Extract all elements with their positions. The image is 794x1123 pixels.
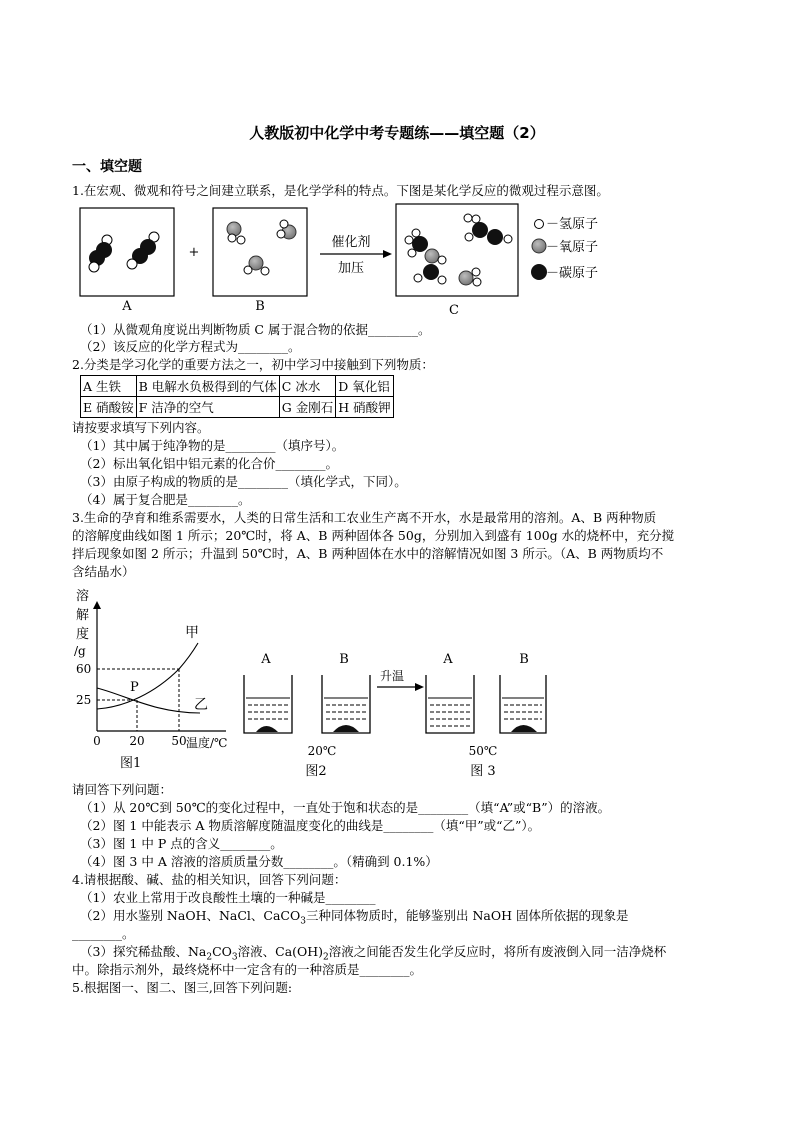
fig1-caption: 图1	[120, 756, 142, 771]
q1-stem: 1.在宏观、微观和符号之间建立联系，是化学学科的特点。下图是某化学反应的微观过程示意图。	[72, 183, 609, 198]
point-p-label: P	[130, 680, 139, 695]
heat-label: 升温	[379, 669, 405, 683]
q2-sub2: （2）标出氧化铝中铝元素的化合价________。	[80, 456, 338, 471]
legend	[531, 217, 598, 281]
q3-sub1: （1）从 20℃到 50℃的变化过程中，一直处于饱和状态的是________（填“A”或“B”）的溶液。	[80, 800, 611, 815]
x-axis-label: 温度/℃	[186, 736, 228, 750]
table-cell: B 电解水负极得到的气体	[136, 376, 279, 397]
solubility-chart	[74, 588, 227, 771]
page-title: 人教版初中化学中考专题练——填空题（2）	[249, 124, 545, 142]
fig2-temp: 20℃	[307, 744, 337, 758]
fig2-beakers	[244, 652, 370, 779]
co-molecule-a1	[89, 235, 112, 272]
carbon-atom-icon	[531, 264, 547, 280]
q4-sub2-answer: ________。	[72, 926, 135, 941]
q4-stem: 4.请根据酸、碱、盐的相关知识，回答下列问题：	[72, 872, 347, 887]
undissolved-solid-b-50	[511, 725, 537, 732]
q3-sub3: （3）图 1 中 P 点的含义________。	[80, 836, 283, 851]
methanol-molecule-c3	[414, 264, 446, 284]
undissolved-solid-b	[333, 725, 359, 732]
beaker-20-a	[244, 675, 292, 733]
x-tick-50: 50	[171, 734, 187, 748]
q2-sub3: （3）由原子构成的物质的是________（填化学式，下同）。	[80, 474, 407, 489]
q4-sub2: （2）用水鉴别 NaOH、NaCl、CaCO$_3$三种同体物质时，能够鉴别出 NaOH 固体所依据的现象是	[80, 908, 629, 927]
co-molecule-a2	[127, 232, 159, 269]
methanol-molecule-c2	[464, 214, 512, 245]
beaker-20-b	[322, 675, 370, 733]
water-molecule-b3	[244, 256, 269, 275]
q3-sub4: （4）图 3 中 A 溶液的溶质质量分数________。（精确到 0.1%）	[80, 854, 438, 869]
table-cell: E 硝酸铵	[81, 397, 137, 418]
q1-sub1: （1）从微观角度说出判断物质 C 属于混合物的依据________。	[80, 322, 431, 337]
box-a-label: A	[122, 299, 132, 314]
substance-table	[80, 375, 394, 418]
water-molecule-b1	[227, 222, 245, 244]
fig3-label-a: A	[443, 652, 453, 667]
q3-figures	[70, 585, 550, 785]
oxygen-atom-icon	[532, 239, 546, 253]
q5-stem: 5.根据图一、图二、图三,回答下列问题:	[72, 980, 293, 995]
q3-stem-line2: 的溶解度曲线如图 1 所示；20℃时，将 A、B 两种固体各 50g，分别加入到盛有 100g 水的烧杯中，充分搅	[72, 528, 675, 543]
q2-intro: 请按要求填写下列内容。	[72, 420, 210, 435]
y-axis-label-4: /g	[74, 644, 86, 658]
curve-jia	[97, 643, 198, 709]
water-molecule-b2	[277, 220, 296, 239]
beaker-50-a	[426, 675, 474, 733]
fig2-caption: 图2	[305, 764, 327, 779]
box-b	[213, 208, 307, 296]
plus-sign: +	[188, 245, 200, 260]
y-tick-60: 60	[76, 662, 92, 676]
hydrogen-atom-icon	[535, 220, 544, 229]
q3-stem-line1: 3.生命的孕育和维系需要水，人类的日常生活和工农业生产离不开水，水是最常用的溶剂。A、B 两种物质	[72, 510, 657, 525]
box-c-label: C	[449, 303, 459, 318]
table-row	[81, 376, 394, 397]
table-cell: A 生铁	[81, 376, 137, 397]
y-axis-label-2: 解	[76, 608, 90, 623]
x-tick-0: 0	[93, 734, 101, 748]
fig3-beakers	[426, 652, 546, 779]
fig3-label-b: B	[519, 652, 529, 667]
legend-carbon: －碳原子	[546, 266, 599, 281]
curve-yi-label: 乙	[194, 697, 208, 713]
x-tick-20: 20	[129, 734, 145, 748]
legend-hydrogen: －氢原子	[546, 217, 599, 232]
table-cell: H 硝酸钾	[336, 397, 393, 418]
methanol-molecule-c1	[405, 229, 446, 264]
q3-intro: 请回答下列问题：	[72, 782, 173, 797]
fig3-caption: 图 3	[470, 764, 496, 779]
q4-sub3-cont: 中。除指示剂外，最终烧杯中一定含有的一种溶质是________。	[72, 962, 423, 977]
q3-sub2: （2）图 1 中能表示 A 物质溶解度随温度变化的曲线是________（填“甲”或“乙”）。	[80, 818, 541, 833]
fig2-label-b: B	[339, 652, 349, 667]
q3-stem-line3: 拌后现象如图 2 所示；升温到 50℃时，A、B 两种固体在水中的溶解情况如图 3 所示。（A、B 两物质均不	[72, 546, 664, 561]
fig2-label-a: A	[261, 652, 271, 667]
section-heading: 一、填空题	[72, 159, 142, 175]
table-cell: C 冰水	[279, 376, 335, 397]
table-cell: G 金刚石	[279, 397, 335, 418]
q1-sub2: （2）该反应的化学方程式为________。	[80, 339, 301, 354]
water-molecule-c	[459, 268, 481, 286]
q2-stem: 2.分类是学习化学的重要方法之一，初中学习中接触到下列物质：	[72, 357, 434, 372]
q4-sub3: （3）探究稀盐酸、$Na_2CO_3$溶液、$Ca(OH)_2$溶液之间能否发生化学反应时，将所有废液倒入同一洁净烧杯	[80, 944, 667, 963]
legend-oxygen: －氧原子	[546, 240, 599, 255]
y-axis-label-3: 度	[76, 627, 90, 642]
pressure-label: 加压	[337, 261, 365, 276]
q4-sub1: （1）农业上常用于改良酸性土壤的一种碱是________	[80, 890, 376, 905]
beaker-50-b	[500, 675, 546, 733]
y-axis-label-1: 溶	[76, 589, 90, 604]
q2-sub1: （1）其中属于纯净物的是________（填序号）。	[80, 438, 345, 453]
q2-sub4: （4）属于复合肥是________。	[80, 492, 251, 507]
y-tick-25: 25	[76, 693, 92, 707]
q1-reaction-diagram	[76, 200, 616, 320]
curve-jia-label: 甲	[185, 625, 199, 641]
q3-stem-line4: 含结晶水）	[72, 564, 135, 579]
box-b-label: B	[255, 299, 265, 314]
table-cell: D 氧化铝	[336, 376, 393, 397]
table-cell: F 洁净的空气	[136, 397, 279, 418]
catalyst-label: 催化剂	[331, 235, 371, 250]
fig3-temp: 50℃	[468, 744, 498, 758]
table-row	[81, 397, 394, 418]
